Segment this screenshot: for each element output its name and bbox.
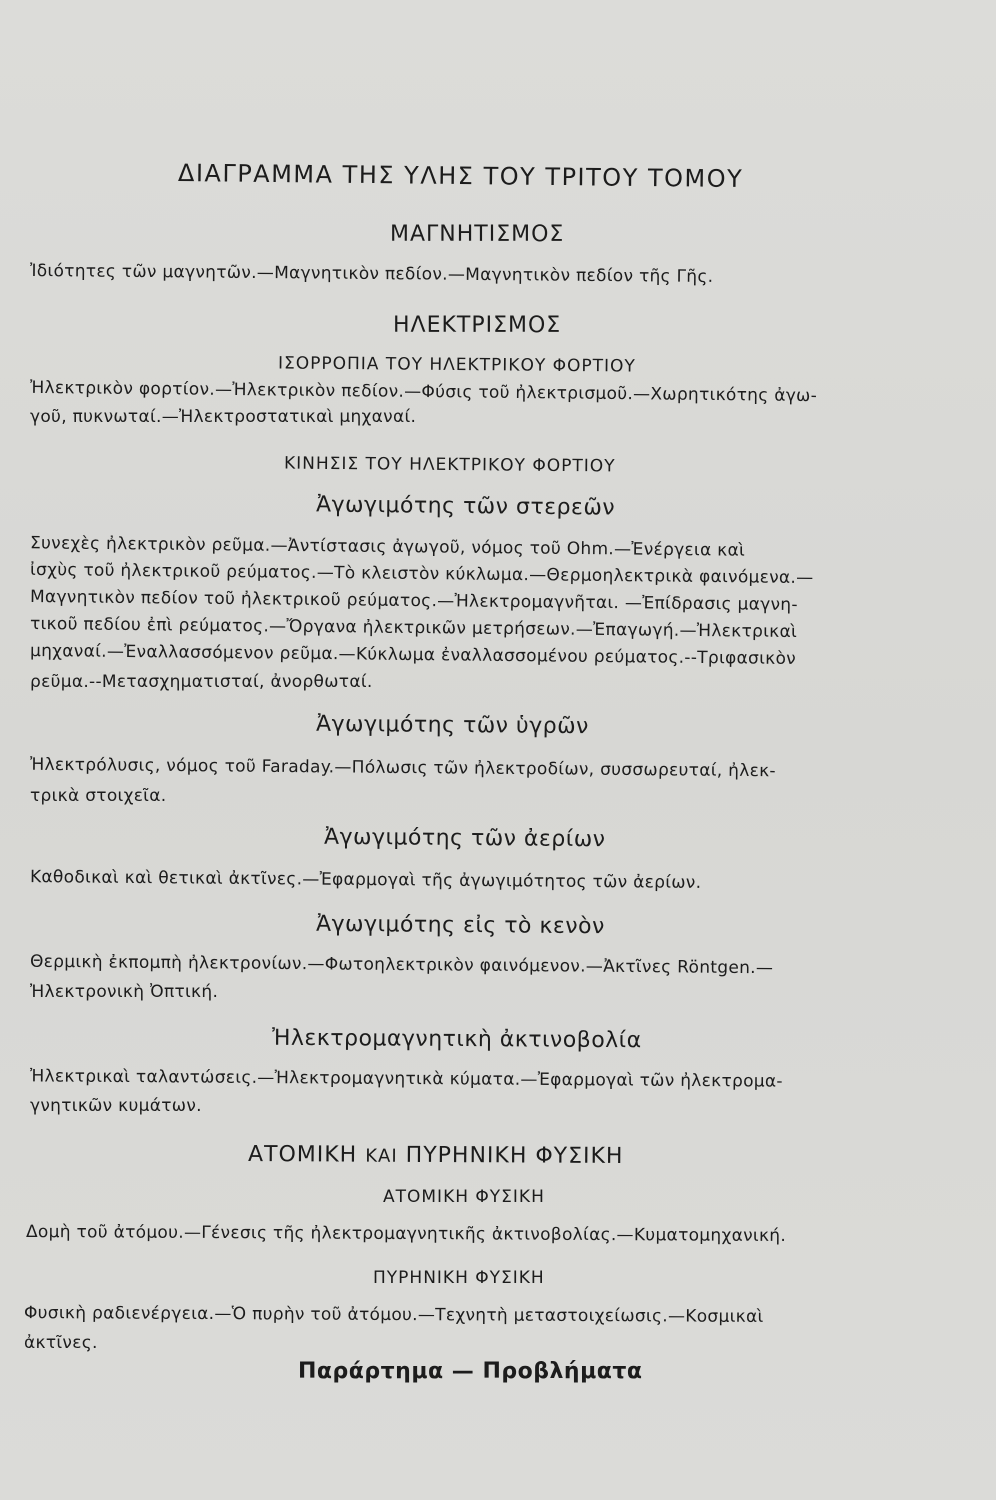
equilibrium-line-1: Ἠλεκτρικὸν φορτίον.—Ἠλεκτρικὸν πεδίον.—Φύσις τοῦ ἠλεκτρισμοῦ.—Χωρητικότης ἀγω-	[29, 377, 818, 407]
liquids-line-1: Ἠλεκτρόλυσις, νόμος τοῦ Faraday.—Πόλωσις τῶν ἠλεκτροδίων, συσσωρευταί, ἠλεκ-	[29, 754, 776, 782]
vacuum-line-1: Θερμικὴ ἐκπομπὴ ἠλεκτρονίων.—Φωτοηλεκτρικὸν φαινόμενον.—Ἀκτῖνες Röntgen.—	[29, 951, 774, 979]
heading-atomic-word: ΑΤΟΜΙΚΗ	[247, 1142, 358, 1168]
solids-line-5: μηχαναί.—Ἐναλλασσόμενον ρεῦμα.—Κύκλωμα ἐναλλασσομένου ρεύματος.--Τριφασικὸν	[29, 640, 797, 670]
solids-line-4: τικοῦ πεδίου ἐπὶ ρεύματος.—Ὄργανα ἠλεκτρικῶν μετρήσεων.—Ἐπαγωγή.—Ἠλεκτρικαὶ	[29, 613, 798, 643]
heading-nuclear-words: ΠΥΡΗΝΙΚΗ ΦΥΣΙΚΗ	[405, 1142, 624, 1169]
page-title: ΔΙΑΓΡΑΜΜΑ ΤΗΣ ΥΛΗΣ ΤΟΥ ΤΡΙΤΟΥ ΤΟΜΟΥ	[177, 159, 744, 193]
heading-atomic-physics: ΑΤΟΜΙΚΗ ΦΥΣΙΚΗ	[383, 1187, 545, 1207]
radiation-line-2: γνητικῶν κυμάτων.	[30, 1096, 202, 1116]
gases-line-1: Καθοδικαὶ καὶ θετικαὶ ἀκτῖνες.—Ἐφαρμογαὶ τῆς ἀγωγιμότητος τῶν ἀερίων.	[29, 867, 702, 893]
heading-equilibrium: ΙΣΟΡΡΟΠΙΑ ΤΟΥ ΗΛΕΚΤΡΙΚΟΥ ΦΟΡΤΙΟΥ	[277, 353, 636, 377]
heading-vacuum: Ἀγωγιμότης εἰς τὸ κενὸν	[315, 911, 605, 940]
heading-electricity: ΗΛΕΚΤΡΙΣΜΟΣ	[393, 313, 562, 338]
heading-appendix: Παράρτημα — Προβλήματα	[298, 1359, 643, 1384]
heading-atomic-nuclear-physics	[248, 1142, 624, 1169]
heading-solids: Ἀγωγιμότης τῶν στερεῶν	[315, 492, 616, 521]
nuclear-line-2: ἀκτῖνες.	[24, 1333, 98, 1353]
liquids-line-2: τρικὰ στοιχεῖα.	[30, 786, 167, 806]
nuclear-line-1: Φυσικὴ ραδιενέργεια.—Ὁ πυρὴν τοῦ ἀτόμου.—Τεχνητὴ μεταστοιχείωσις.—Κοσμικαὶ	[23, 1303, 764, 1327]
vacuum-line-2: Ἠλεκτρονικὴ Ὀπτική.	[30, 982, 219, 1002]
magnetism-line-1: Ἰδιότητες τῶν μαγνητῶν.—Μαγνητικὸν πεδίον.—Μαγνητικὸν πεδίον τῆς Γῆς.	[29, 261, 714, 287]
equilibrium-line-2: γοῦ, πυκνωταί.—Ἠλεκτροστατικαὶ μηχαναί.	[30, 407, 417, 427]
heading-and-word: ΚΑΙ	[365, 1145, 398, 1167]
heading-gases: Ἀγωγιμότης τῶν ἀερίων	[323, 824, 606, 853]
heading-liquids: Ἀγωγιμότης τῶν ὑγρῶν	[315, 711, 589, 740]
heading-magnetism: ΜΑΓΝΗΤΙΣΜΟΣ	[390, 222, 565, 247]
solids-line-3: Μαγνητικὸν πεδίον τοῦ ἠλεκτρικοῦ ρεύματος.—Ἠλεκτρομαγνῆται. —Ἐπίδρασις μαγνη-	[29, 586, 798, 616]
heading-radiation: Ἠλεκτρομαγνητικὴ ἀκτινοβολία	[271, 1025, 642, 1054]
solids-line-2: ἰσχὺς τοῦ ἠλεκτρικοῦ ρεύματος.—Τὸ κλειστὸν κύκλωμα.—Θερμοηλεκτρικὰ φαινόμενα.—	[29, 559, 814, 589]
solids-line-1: Συνεχὲς ἠλεκτρικὸν ρεῦμα.—Ἀντίστασις ἀγωγοῦ, νόμος τοῦ Ohm.—Ἐνέργεια καὶ	[29, 533, 746, 561]
atomic-line-1: Δομὴ τοῦ ἀτόμου.—Γένεσις τῆς ἠλεκτρομαγνητικῆς ἀκτινοβολίας.—Κυματομηχανική.	[25, 1222, 787, 1246]
solids-line-6: ρεῦμα.--Μετασχηματισταί, ἀνορθωταί.	[30, 672, 373, 692]
heading-motion: ΚΙΝΗΣΙΣ ΤΟΥ ΗΛΕΚΤΡΙΚΟΥ ΦΟΡΤΙΟΥ	[283, 453, 616, 477]
radiation-line-1: Ἠλεκτρικαὶ ταλαντώσεις.—Ἠλεκτρομαγνητικὰ κύματα.—Ἐφαρμογαὶ τῶν ἠλεκτρομα-	[29, 1066, 783, 1092]
heading-nuclear-physics: ΠΥΡΗΝΙΚΗ ΦΥΣΙΚΗ	[373, 1268, 545, 1288]
